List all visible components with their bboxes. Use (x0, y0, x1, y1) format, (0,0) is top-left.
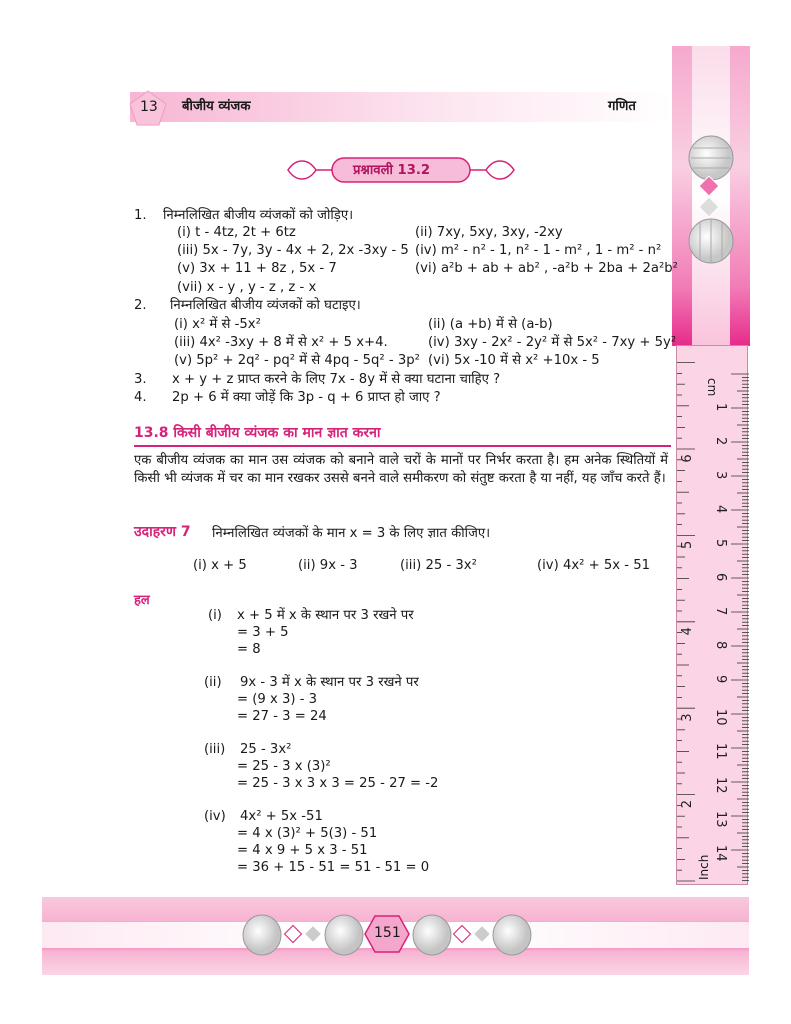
q2-text: निम्नलिखित बीजीय व्यंजकों को घटाइए। (170, 298, 361, 313)
solution-4-line: = 4 x 9 + 5 x 3 - 51 (237, 843, 368, 858)
page-number: 151 (374, 925, 401, 941)
ruler-cm-number: 2 (713, 437, 728, 446)
q1-part-ii: (ii) 7xy, 5xy, 3xy, -2xy (415, 225, 563, 240)
ruler-cm-number: 7 (713, 607, 728, 616)
ball-ornament-icon (243, 915, 281, 955)
exercise-title: प्रश्नावली 13.2 (353, 163, 431, 178)
ruler-cm-label: cm (705, 378, 719, 397)
diamond-icon (454, 926, 471, 943)
q3-text: x + y + z प्राप्त करने के लिए 7x - 8y में से क्या घटाना चाहिए ? (172, 372, 501, 387)
solution-1-line: = 8 (237, 642, 261, 657)
ruler-inch-number: 6 (680, 454, 695, 463)
solution-4-number: (iv) (204, 809, 226, 824)
solution-4-line: 4x² + 5x -51 (240, 809, 323, 824)
ruler-inch-number: 5 (680, 540, 695, 549)
ruler-cm-number: 10 (713, 709, 728, 726)
ruler-inch-number: 4 (680, 627, 695, 636)
solution-4-line: = 36 + 15 - 51 = 51 - 51 = 0 (237, 860, 430, 875)
solution-3-line: 25 - 3x² (240, 742, 292, 757)
ruler-cm-number: 13 (713, 811, 728, 828)
q1-part-i: (i) t - 4tz, 2t + 6tz (177, 225, 296, 240)
solution-3-line: = 25 - 3 x (3)² (237, 759, 331, 774)
q1-part-v: (v) 3x + 11 + 8z , 5x - 7 (177, 261, 337, 276)
ruler-cm-number: 6 (713, 573, 728, 582)
solution-1-line: x + 5 में x के स्थान पर 3 रखने पर (237, 608, 414, 623)
ball-ornament-icon (493, 915, 531, 955)
q1-part-vii: (vii) x - y , y - z , z - x (177, 280, 317, 295)
ruler-inch-number: 3 (680, 713, 695, 722)
ruler-cm-number: 11 (713, 743, 728, 760)
ruler (676, 345, 748, 885)
q2-part-vi: (vi) 5x -10 में से x² +10x - 5 (428, 353, 600, 368)
section-heading: 13.8 किसी बीजीय व्यंजक का मान ज्ञात करना (134, 425, 381, 441)
q2-part-iv: (iv) 3xy - 2x² - 2y² में से 5x² - 7xy + 5y² (428, 335, 677, 350)
solution-label: हल (134, 593, 150, 608)
chapter-number: 13 (140, 99, 158, 115)
side-ornament-graphic (672, 46, 750, 346)
diamond-icon (305, 926, 322, 943)
q4-text: 2p + 6 में क्या जोड़ें कि 3p - q + 6 प्राप्त हो जाए ? (172, 390, 441, 405)
ruler-cm-number: 12 (713, 777, 728, 794)
section-paragraph: एक बीजीय व्यंजक का मान उस व्यंजक को बनाने वाले चरों के मानों पर निर्भर करता है। हम अनेक स्थितियों में किसी भी व्यंजक में चर का मान रखकर उससे बनने वाले समीकरण को संतुष्ट करता है या नहीं, यह जाँच करते हैं। (134, 453, 668, 486)
q3-number: 3. (134, 372, 147, 387)
chapter-title: बीजीय व्यंजक (182, 99, 251, 114)
ruler-cm-number: 4 (713, 505, 728, 514)
ball-ornament-icon (413, 915, 451, 955)
example-part-i: (i) x + 5 (193, 558, 247, 573)
ruler-cm-number: 14 (713, 845, 728, 862)
ball-ornament-icon (325, 915, 363, 955)
section-underline (134, 445, 671, 447)
example-label: उदाहरण 7 (134, 524, 191, 540)
q1-number: 1. (134, 208, 147, 223)
ruler-inch-label: Inch (697, 854, 711, 880)
solution-3-number: (iii) (204, 742, 226, 757)
ruler-cm-number: 9 (713, 675, 728, 684)
q1-part-iv: (iv) m² - n² - 1, n² - 1 - m² , 1 - m² - n² (415, 243, 662, 258)
q2-part-ii: (ii) (a +b) में से (a-b) (428, 317, 553, 332)
example-part-ii: (ii) 9x - 3 (298, 558, 358, 573)
example-part-iii: (iii) 25 - 3x² (400, 558, 477, 573)
q1-part-vi: (vi) a²b + ab + ab² , -a²b + 2ba + 2a²b² (415, 261, 678, 276)
diamond-icon (474, 926, 491, 943)
ruler-cm-number: 5 (713, 539, 728, 548)
solution-1-number: (i) (208, 608, 222, 623)
q4-number: 4. (134, 390, 147, 405)
q2-part-iii: (iii) 4x² -3xy + 8 में से x² + 5 x+4. (174, 335, 388, 350)
solution-2-line: = (9 x 3) - 3 (237, 692, 318, 707)
solution-2-number: (ii) (204, 675, 222, 690)
diamond-icon (285, 926, 302, 943)
solution-1-line: = 3 + 5 (237, 625, 289, 640)
solution-4-line: = 4 x (3)² + 5(3) - 51 (237, 826, 378, 841)
ruler-cm-number: 8 (713, 641, 728, 650)
ruler-inch-number: 2 (680, 799, 695, 809)
ruler-cm-number: 3 (713, 471, 728, 480)
q1-part-iii: (iii) 5x - 7y, 3y - 4x + 2, 2x -3xy - 5 (177, 243, 409, 258)
q2-part-i: (i) x² में से -5x² (174, 317, 261, 332)
solution-3-line: = 25 - 3 x 3 x 3 = 25 - 27 = -2 (237, 776, 439, 791)
example-part-iv: (iv) 4x² + 5x - 51 (537, 558, 650, 573)
solution-2-line: 9x - 3 में x के स्थान पर 3 रखने पर (240, 675, 419, 690)
solution-2-line: = 27 - 3 = 24 (237, 709, 327, 724)
q2-number: 2. (134, 298, 147, 313)
q1-text: निम्नलिखित बीजीय व्यंजकों को जोड़िए। (163, 208, 354, 223)
ruler-ticks (677, 346, 749, 886)
subject-title: गणित (608, 99, 636, 114)
diamond-icon (699, 197, 719, 217)
q2-part-v: (v) 5p² + 2q² - pq² में से 4pq - 5q² - 3p² (174, 353, 420, 368)
ruler-cm-number: 1 (713, 403, 728, 412)
example-text: निम्नलिखित व्यंजकों के मान x = 3 के लिए ज्ञात कीजिए। (212, 526, 491, 541)
